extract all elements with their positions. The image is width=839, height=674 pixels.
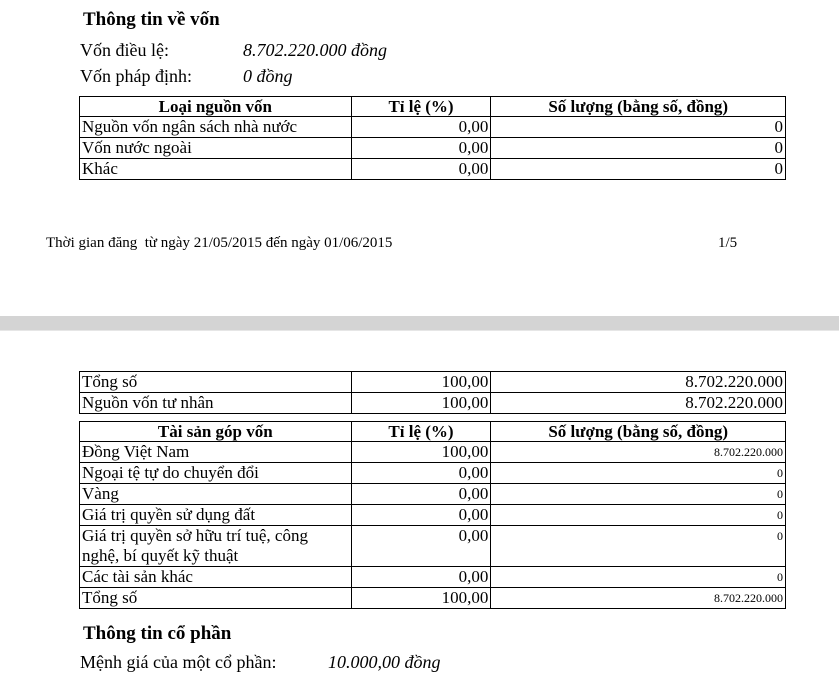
asset-name-cell: Ngoại tệ tự do chuyển đổi: [80, 463, 352, 484]
amount-cell: 8.702.220.000: [491, 588, 786, 609]
shares-heading: Thông tin cổ phần: [83, 623, 232, 644]
table-row: [80, 138, 786, 159]
ratio-cell: 0,00: [351, 505, 491, 526]
ratio-cell: 0,00: [351, 567, 491, 588]
source-name-cell: Khác: [80, 159, 352, 180]
par-value-label: Mệnh giá của một cổ phần:: [80, 652, 277, 672]
amount-cell: 0: [491, 505, 786, 526]
legal-capital-label: Vốn pháp định:: [80, 66, 192, 86]
page-number: 1/5: [718, 235, 738, 251]
contributed-assets-table: [79, 421, 786, 609]
amount-cell: 8.702.220.000: [491, 393, 786, 414]
column-header: Tỉ lệ (%): [351, 97, 491, 117]
table-row: [80, 159, 786, 180]
table-row: [80, 505, 786, 526]
amount-cell: 0: [491, 117, 786, 138]
page-break: [0, 316, 839, 330]
column-header: Số lượng (bằng số, đồng): [491, 97, 786, 117]
ratio-cell: 100,00: [351, 442, 491, 463]
charter-capital-value: 8.702.220.000 đồng: [243, 40, 387, 60]
capital-summary-table: [79, 371, 786, 414]
ratio-cell: 0,00: [351, 484, 491, 505]
ratio-cell: 100,00: [351, 372, 491, 393]
registration-period: Thời gian đăng từ ngày 21/05/2015 đến ngày 01/06/2015: [46, 235, 393, 251]
capital-source-table: [79, 96, 786, 180]
ratio-cell: 0,00: [351, 117, 491, 138]
table-row: [80, 484, 786, 505]
amount-cell: 8.702.220.000: [491, 372, 786, 393]
column-header: Tỉ lệ (%): [351, 422, 491, 442]
ratio-cell: 0,00: [351, 159, 491, 180]
ratio-cell: 100,00: [351, 588, 491, 609]
amount-cell: 0: [491, 463, 786, 484]
amount-cell: 8.702.220.000: [491, 442, 786, 463]
table-row: [80, 372, 786, 393]
table-row: [80, 567, 786, 588]
amount-cell: 0: [491, 484, 786, 505]
table-row: [80, 588, 786, 609]
legal-capital-value: 0 đồng: [243, 66, 293, 86]
ratio-cell: 0,00: [351, 138, 491, 159]
table-row: [80, 117, 786, 138]
asset-name-cell: Các tài sản khác: [80, 567, 352, 588]
capital-heading: Thông tin về vốn: [83, 9, 220, 30]
ratio-cell: 0,00: [351, 463, 491, 484]
ratio-cell: 100,00: [351, 393, 491, 414]
column-header: Tài sản góp vốn: [80, 422, 352, 442]
summary-name-cell: Tổng số: [80, 372, 352, 393]
summary-name-cell: Nguồn vốn tư nhân: [80, 393, 352, 414]
ratio-cell: 0,00: [351, 526, 491, 567]
asset-name-cell: Đồng Việt Nam: [80, 442, 352, 463]
table-header-row: [80, 422, 786, 442]
asset-name-cell: Tổng số: [80, 588, 352, 609]
table-row: [80, 393, 786, 414]
table-header-row: [80, 97, 786, 117]
table-row: [80, 442, 786, 463]
charter-capital-label: Vốn điều lệ:: [80, 40, 169, 60]
column-header: Loại nguồn vốn: [80, 97, 352, 117]
amount-cell: 0: [491, 526, 786, 567]
amount-cell: 0: [491, 567, 786, 588]
amount-cell: 0: [491, 159, 786, 180]
par-value-value: 10.000,00 đồng: [328, 652, 441, 672]
page-break-edge: [0, 330, 839, 331]
table-row: [80, 463, 786, 484]
source-name-cell: Vốn nước ngoài: [80, 138, 352, 159]
asset-name-cell: Giá trị quyền sử dụng đất: [80, 505, 352, 526]
asset-name-cell: Giá trị quyền sở hữu trí tuệ, công nghệ, bí quyết kỹ thuật: [80, 526, 352, 567]
table-row: [80, 526, 786, 567]
column-header: Số lượng (bằng số, đồng): [491, 422, 786, 442]
asset-name-cell: Vàng: [80, 484, 352, 505]
source-name-cell: Nguồn vốn ngân sách nhà nước: [80, 117, 352, 138]
amount-cell: 0: [491, 138, 786, 159]
